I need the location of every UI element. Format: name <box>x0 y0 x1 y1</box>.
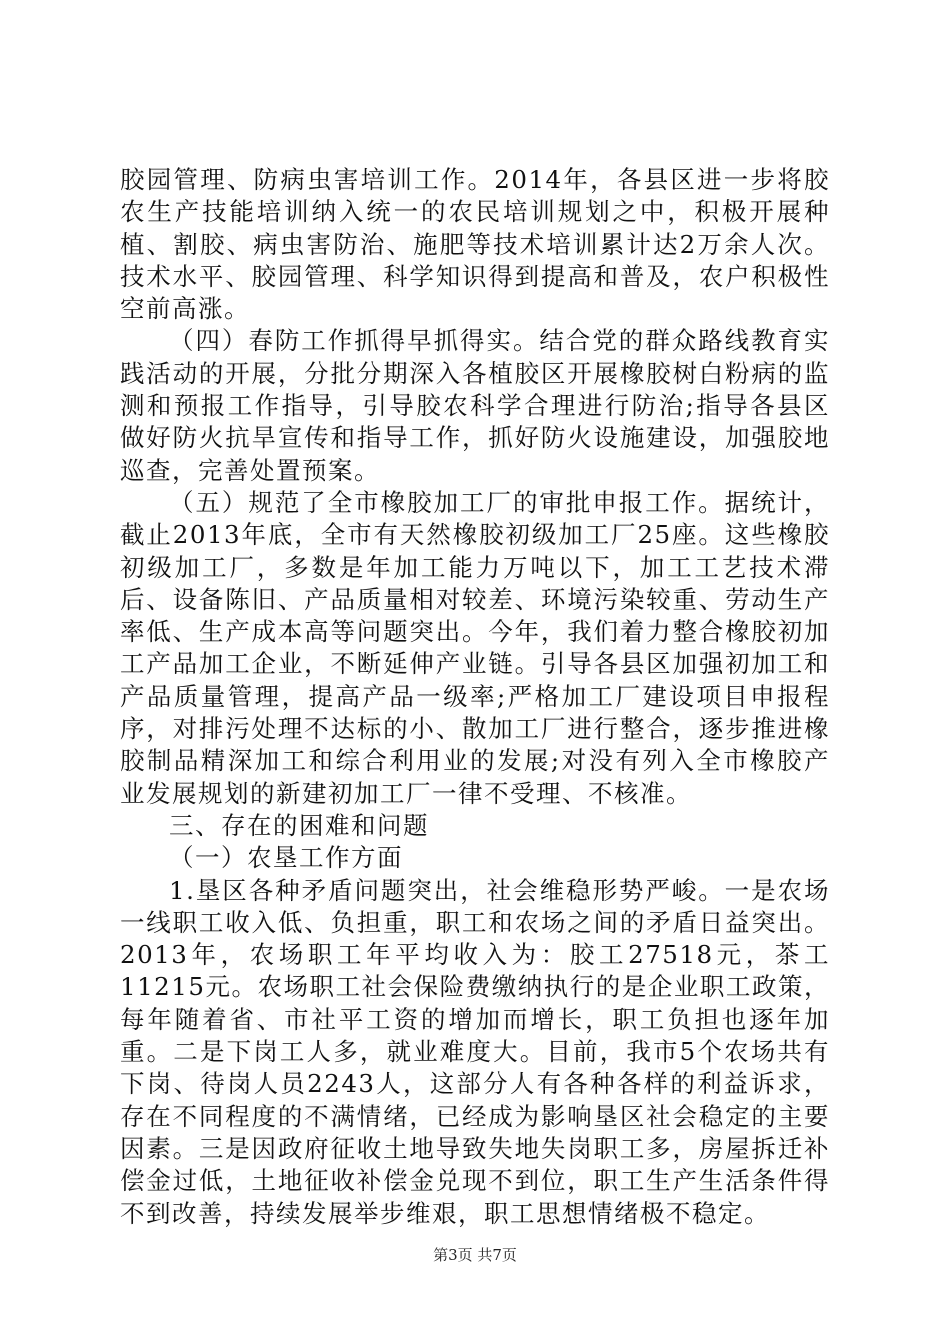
subsection-heading-reclamation: （一）农垦工作方面 <box>169 843 403 873</box>
paragraph-spring-prevention: （四）春防工作抓得早抓得实。结合党的群众路线教育实践活动的开展，分批分期深入各植胶区开展橡胶树白粉病的监测和预报工作指导，引导胶农科学合理进行防治;指导各县区做好防火抗旱宣传和指导工作，抓好防火设施建设，加强胶地巡查，完善处置预案。 <box>120 326 830 485</box>
paragraph-processing-plants: （五）规范了全市橡胶加工厂的审批申报工作。据统计，截止2013年底，全市有天然橡胶初级加工厂25座。这些橡胶初级加工厂，多数是年加工能力万吨以下，加工工艺技术滞后、设备陈旧、产品质量相对较差、环境污染较重、劳动生产率低、生产成本高等问题突出。今年，我们着力整合橡胶初加工产品加工企业，不断延伸产业链。引导各县区加强初加工和产品质量管理，提高产品一级率;严格加工厂建设项目申报程序，对排污处理不达标的小、散加工厂进行整合，逐步推进橡胶制品精深加工和综合利用业的发展;对没有列入全市橡胶产业发展规划的新建初加工厂一律不受理、不核准。 <box>120 487 830 808</box>
paragraph-social-stability: 1.垦区各种矛盾问题突出，社会维稳形势严峻。一是农场一线职工收入低、负担重，职工和农场之间的矛盾日益突出。2013年，农场职工年平均收入为：胶工27518元，茶工11215元。农场职工社会保险费缴纳执行的是企业职工政策，每年随着省、市社平工资的增加而增长，职工负担也逐年加重。二是下岗工人多，就业难度大。目前，我市5个农场共有下岗、待岗人员2243人，这部分人有各种各样的利益诉求，存在不同程度的不满情绪，已经成为影响垦区社会稳定的主要因素。三是因政府征收土地导致失地失岗职工多，房屋拆迁补偿金过低，土地征收补偿金兑现不到位，职工生产生活条件得不到改善，持续发展举步维艰，职工思想情绪极不稳定。 <box>120 875 830 1228</box>
paragraph-rubber-training: 胶园管理、防病虫害培训工作。2014年，各县区进一步将胶农生产技能培训纳入统一的农民培训规划之中，积极开展种植、割胶、病虫害防治、施肥等技术培训累计达2万余人次。技术水平、胶园管理、科学知识得到提高和普及，农户积极性空前高涨。 <box>120 165 830 324</box>
page-number-footer: 第3页 共7页 <box>433 1246 517 1264</box>
section-heading-difficulties: 三、存在的困难和问题 <box>169 810 429 840</box>
document-body <box>120 164 830 1230</box>
